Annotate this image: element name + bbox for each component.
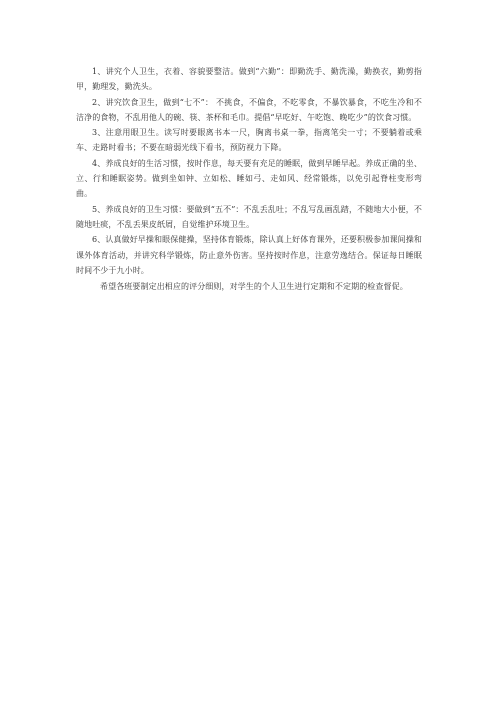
hygiene-item-2: 2、讲究饮食卫生，做到“七不”： 不挑食，不偏食，不吃零食，不暴饮暴食，不吃生冷和不洁净的食物，不乱用他人的碗、筷、茶杯和毛巾。提倡“早吃好、午吃饱、晚吃少”的饮食习惯。 <box>76 97 422 122</box>
hygiene-item-3: 3、注意用眼卫生。读写时要眼离书本一尺，胸离书桌一拳，指离笔尖一寸；不要躺着或乘车、走路时看书；不要在暗弱光线下看书，预防视力下降。 <box>76 128 422 153</box>
hygiene-item-6: 6、认真做好早操和眼保健操，坚持体育锻炼，除认真上好体育课外，还要积极参加课间操和课外体育活动，并讲究科学锻炼，防止意外伤害。坚持按时作息，注意劳逸结合。保证每日睡眠时间不少于九小时。 <box>76 235 422 275</box>
document-body <box>76 64 422 294</box>
hygiene-item-4: 4、养成良好的生活习惯，按时作息，每天要有充足的睡眠，做到早睡早起。养成正确的坐、立、行和睡眠姿势。做到坐如钟、立如松、睡如弓、走如风、经常锻炼，以免引起脊柱变形弯曲。 <box>76 158 422 199</box>
closing-paragraph: 希望各班要制定出相应的评分细则，对学生的个人卫生进行定期和不定期的检查督促。 <box>100 282 408 292</box>
hygiene-item-1: 1、讲究个人卫生，衣着、容貌要整洁。做到“六勤”：即勤洗手、勤洗澡，勤换衣，勤剪指甲，勤理发，勤洗头。 <box>76 67 422 92</box>
hygiene-item-5: 5、养成良好的卫生习惯：要做到“五不”：不乱丢乱吐；不乱写乱画乱踏，不随地大小便，不随地吐痰，不乱丢果皮纸屑，自觉维护环境卫生。 <box>76 204 422 229</box>
